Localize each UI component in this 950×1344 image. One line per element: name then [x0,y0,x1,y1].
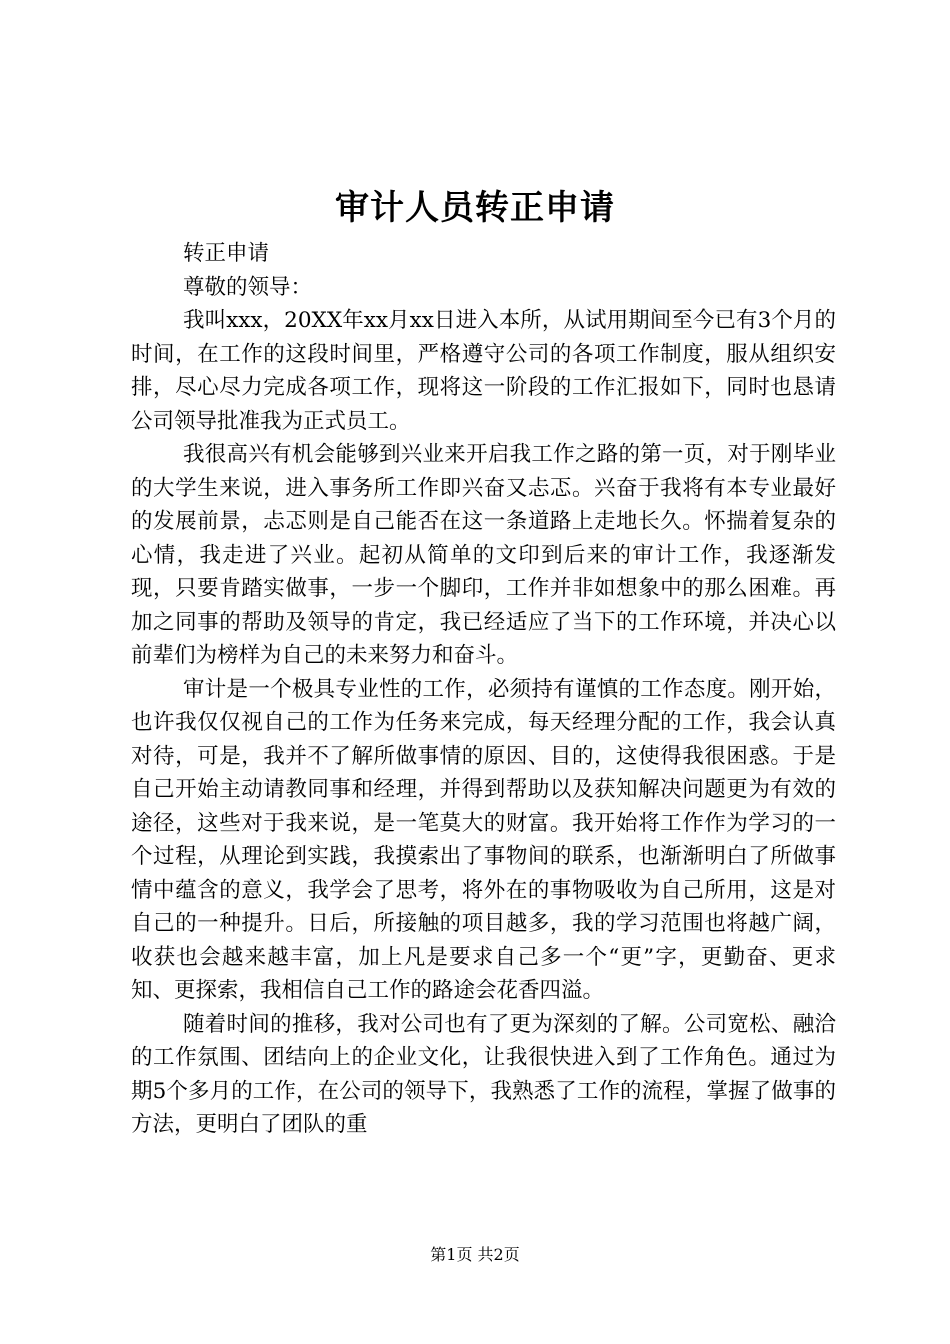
salutation: 尊敬的领导： [183,274,313,300]
paragraph-2: 我很高兴有机会能够到兴业来开启我工作之路的第一页，对于刚毕业的大学生来说，进入事务所工作即兴奋又忐忑。兴奋于我将有本专业最好的发展前景，忐忑则是自己能否在这一条道路上走地长久。怀揣着复杂的心情，我走进了兴业。起初从简单的文印到后来的审计工作，我逐渐发现，只要肯踏实做事，一步一个脚印，工作并非如想象中的那么困难。再加之同事的帮助及领导的肯定，我已经适应了当下的工作环境，并决心以前辈们为榜样为自己的未来努力和奋斗。 [131,442,836,668]
document-title: 审计人员转正申请 [335,188,615,228]
paragraph-1: 我叫xxx，20XX年xx月xx日进入本所，从试用期间至今已有3个月的时间，在工作的这段时间里，严格遵守公司的各项工作制度，服从组织安排，尽心尽力完成各项工作，现将这一阶段的工作汇报如下，同时也恳请公司领导批准我为正式员工。 [131,308,836,434]
page-number-footer: 第1页 共2页 [430,1245,520,1264]
paragraph-3: 审计是一个极具专业性的工作，必须持有谨慎的工作态度。刚开始，也许我仅仅视自己的工作为任务来完成，每天经理分配的工作，我会认真对待，可是，我并不了解所做事情的原因、目的，这使得我很困惑。于是自己开始主动请教同事和经理，并得到帮助以及获知解决问题更为有效的途径，这些对于我来说，是一笔莫大的财富。我开始将工作作为学习的一个过程，从理论到实践，我摸索出了事物间的联系，也渐渐明白了所做事情中蕴含的意义，我学会了思考，将外在的事物吸收为自己所用，这是对自己的一种提升。日后，所接触的项目越多，我的学习范围也将越广阔，收获也会越来越丰富，加上凡是要求自己多一个“更”字，更勤奋、更求知、更探索，我相信自己工作的路途会花香四溢。 [131,676,836,1003]
paragraph-4: 随着时间的推移，我对公司也有了更为深刻的了解。公司宽松、融洽的工作氛围、团结向上的企业文化，让我很快进入到了工作角色。通过为期5个多月的工作，在公司的领导下，我熟悉了工作的流程，掌握了做事的方法，更明白了团队的重 [131,1011,836,1137]
document-heading: 转正申请 [183,241,270,266]
document-body [131,237,836,1142]
